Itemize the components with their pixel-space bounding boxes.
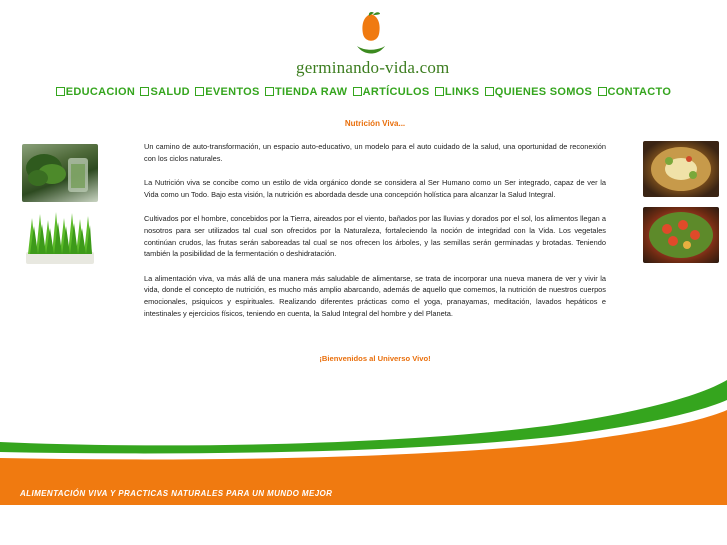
salad-plate-illustration [643, 207, 719, 263]
checkbox-icon [265, 87, 274, 96]
nutrition-paragraph: La Nutrición viva se concibe como un estilo de vida orgánico donde se considera al Ser Humano como un Ser integrado, capaz de ver la Vida como un Todo. Bajo esta visión, la nutrición es abordada desde una concepción holística para alcanzar la Salud Integral. [144, 178, 606, 199]
checkbox-icon [485, 87, 494, 96]
nav-item-label: EDUCACION [65, 86, 136, 98]
page-title: Nutrición Viva... [344, 119, 406, 128]
nav-item-label: QUIENES SOMOS [494, 86, 593, 98]
nav-item-label: SALUD [150, 86, 190, 98]
wheatgrass-illustration [22, 210, 98, 268]
raw-food-dish-illustration [643, 141, 719, 197]
footer-wave [0, 380, 727, 505]
checkbox-icon [140, 87, 149, 96]
nav-item-label: ARTÍCULOS [362, 86, 430, 98]
checkbox-icon [598, 87, 607, 96]
nav-item-label: LINKS [444, 86, 480, 98]
nav-item-eventos[interactable] [195, 86, 259, 98]
salad-plate-photo [643, 207, 719, 263]
checkbox-icon [353, 87, 362, 96]
nav-item-educacion[interactable] [56, 86, 135, 98]
foods-paragraph: Cultivados por el hombre, concebidos por la Tierra, aireados por el viento, bañados por las lluvias y dorados por el sol, los alimentos llegan a nosotros para ser utilizados tal cual son ofrecidos por la Naturaleza, fortaleciendo la noción de integridad con la Vida. Los vegetales continúan crudos, las frutas serán saboreadas tal cual se nos ofrecen los árboles, y las semillas serán germinadas y brotadas. Teniendo también la posibilidad de la fermentación o deshidratación. [144, 214, 606, 259]
checkbox-icon [435, 87, 444, 96]
checkbox-icon [195, 87, 204, 96]
nav-item-label: TIENDA RAW [275, 86, 348, 98]
nav-item-salud[interactable] [140, 86, 189, 98]
wheatgrass-photo [22, 210, 98, 268]
nav-item-label: CONTACTO [607, 86, 672, 98]
nav-item-contacto[interactable] [598, 86, 672, 98]
sprouts-jar-photo [22, 144, 98, 202]
nav-item-quienes-somos[interactable] [485, 86, 592, 98]
nav-item-label: EVENTOS [205, 86, 260, 98]
main-nav [0, 86, 727, 98]
site-logo[interactable] [296, 10, 450, 77]
nav-item-articulos[interactable] [353, 86, 430, 98]
welcome-message: ¡Bienvenidos al Universo Vivo! [319, 354, 431, 363]
nav-item-links[interactable] [435, 86, 480, 98]
checkbox-icon [56, 87, 65, 96]
nav-item-tienda-raw[interactable] [265, 86, 347, 98]
sprouts-jar-illustration [22, 144, 98, 202]
living-food-paragraph: La alimentación viva, va más allá de una manera más saludable de alimentarse, se trata de incorporar una nueva manera de ver y vivir la vida, donde el concepto de nutrición, es mucho más amplio abarcando, además de aquello que comemos, la nutrición de nuestros cuerpos emocionales, psiquicos y espirituales. Realizando diferentes prácticas como el yoga, pranayamas, meditación, lavados hepáticos e intestinales y ejercicios físicos, teniendo en cuenta, la Salud Integral del hombre y del Planeta. [144, 273, 606, 318]
raw-food-dish-photo [643, 141, 719, 197]
seedling-logo-icon [354, 10, 388, 60]
logo-wordmark: germinando-vida.com [296, 58, 450, 77]
footer-tagline: ALIMENTACIÓN VIVA Y PRACTICAS NATURALES PARA UN MUNDO MEJOR [20, 489, 333, 498]
intro-paragraph: Un camino de auto-transformación, un espacio auto-educativo, un modelo para el auto cuidado de la salud, una oportunidad de reconexión con los ciclos naturales. [144, 142, 606, 163]
main-content [144, 141, 606, 332]
